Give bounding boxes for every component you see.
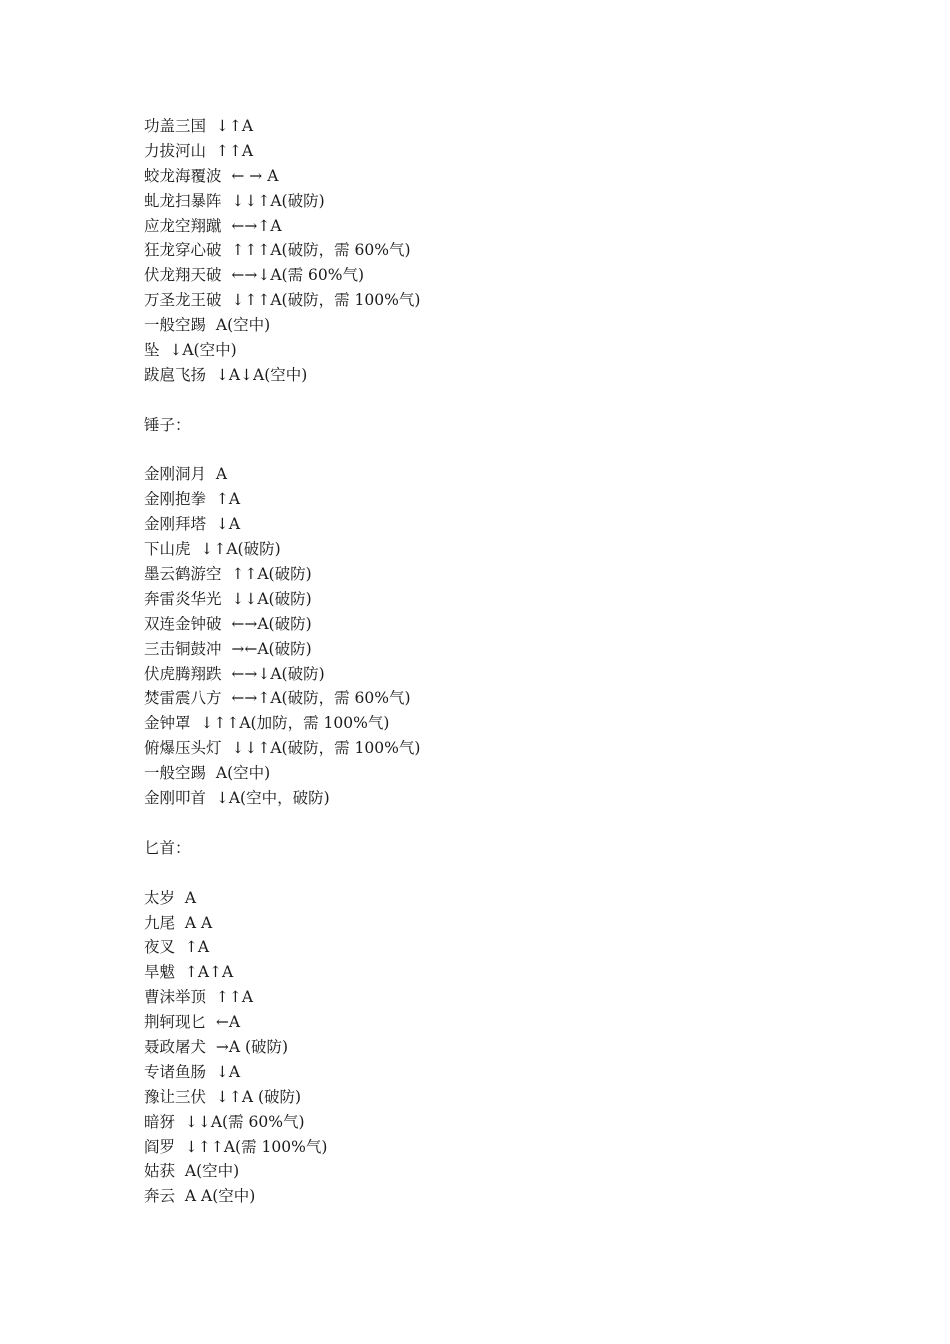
move-line: [144, 1010, 844, 1035]
document-body: [144, 114, 844, 1209]
move-name: 三击铜鼓冲: [144, 639, 222, 658]
move-command: ↓A↓A(空中): [215, 365, 308, 384]
move-line: [144, 164, 844, 189]
move-command: →←A(破防): [231, 639, 312, 658]
move-command: ←A: [215, 1013, 241, 1032]
move-command: ↓↑↑A(需 100%气): [184, 1137, 328, 1156]
move-line: [144, 288, 844, 313]
move-name: 跋扈飞扬: [144, 365, 207, 384]
move-name: 姑获: [144, 1162, 176, 1181]
move-line: [144, 139, 844, 164]
move-name: 奔雷炎华光: [144, 589, 222, 608]
move-line: [144, 1085, 844, 1110]
move-name: 焚雷震八方: [144, 689, 222, 708]
move-command: A A(空中): [184, 1187, 256, 1206]
move-command: ←→↑A(破防，需 60%气): [231, 689, 411, 708]
move-line: [144, 238, 844, 263]
move-line: [144, 214, 844, 239]
move-line: [144, 686, 844, 711]
move-line: [144, 935, 844, 960]
move-line: [144, 462, 844, 487]
move-command: A A: [184, 913, 213, 932]
move-line: [144, 1159, 844, 1184]
move-line: [144, 537, 844, 562]
move-command: ↓↑↑A(破防，需 100%气): [231, 291, 421, 310]
move-name: 力拔河山: [144, 141, 207, 160]
move-line: [144, 587, 844, 612]
move-line: [144, 786, 844, 811]
move-line: [144, 263, 844, 288]
move-command: ↓↑↑A(加防，需 100%气): [200, 714, 390, 733]
move-command: ↓A: [215, 1062, 241, 1081]
move-command: ↓↑A: [215, 117, 254, 135]
move-name: 金刚叩首: [144, 789, 207, 808]
move-name: 一般空踢: [144, 764, 207, 783]
move-name: 九尾: [144, 913, 176, 932]
move-command: ↓↓A(需 60%气): [184, 1112, 305, 1131]
move-command: A(空中): [184, 1162, 240, 1181]
move-line: [144, 1035, 844, 1060]
move-name: 旱魃: [144, 963, 176, 982]
move-command: ↑↑A(破防): [231, 565, 312, 584]
move-line: [144, 1184, 844, 1209]
move-command: ↓A(空中，破防): [215, 789, 330, 808]
move-command: ←→↓A(破防): [231, 664, 325, 683]
move-command: A(空中): [215, 316, 271, 335]
move-line: [144, 1060, 844, 1085]
move-name: 专诸鱼肠: [144, 1062, 207, 1081]
move-command: ↑A↑A: [184, 963, 234, 982]
move-command: ←→↓A(需 60%气): [231, 266, 365, 285]
move-line: [144, 612, 844, 637]
move-line: [144, 911, 844, 936]
move-name: 坠: [144, 341, 160, 360]
move-line: [144, 736, 844, 761]
move-line: [144, 487, 844, 512]
move-command: A: [184, 888, 197, 907]
move-command: ←→↑A: [231, 216, 282, 235]
move-command: ↑↑A: [215, 988, 254, 1007]
move-name: 荆轲现匕: [144, 1013, 207, 1032]
move-command: ↓↓↑A(破防): [231, 191, 325, 210]
move-command: ↓↓A(破防): [231, 589, 312, 608]
blank-line: [144, 811, 844, 836]
move-command: ↑↑A: [215, 141, 254, 160]
move-command: ↓A(空中): [169, 341, 237, 360]
move-name: 豫让三伏: [144, 1087, 207, 1106]
move-name: 功盖三国: [144, 117, 207, 135]
move-name: 阎罗: [144, 1137, 176, 1156]
move-name: 下山虎: [144, 540, 191, 559]
move-name: 伏虎腾翔跌: [144, 664, 222, 683]
move-line: [144, 338, 844, 363]
move-name: 金刚抱拳: [144, 490, 207, 509]
move-command: ↓↑A(破防): [200, 540, 281, 559]
move-list-section-1: [144, 114, 844, 388]
move-command: A: [215, 465, 228, 484]
move-name: 双连金钟破: [144, 614, 222, 633]
move-line: [144, 637, 844, 662]
move-line: [144, 189, 844, 214]
move-line: [144, 886, 844, 911]
move-line: [144, 1135, 844, 1160]
move-command: ↑A: [215, 490, 241, 509]
move-name: 狂龙穿心破: [144, 241, 222, 260]
move-name: 奔云: [144, 1187, 176, 1206]
blank-line: [144, 388, 844, 413]
move-name: 曹沫举顶: [144, 988, 207, 1007]
move-command: ↓↑A (破防): [215, 1087, 302, 1106]
move-command: ← → A: [231, 166, 279, 185]
move-name: 一般空踢: [144, 316, 207, 335]
move-line: [144, 313, 844, 338]
move-line: [144, 512, 844, 537]
move-name: 应龙空翔蹴: [144, 216, 222, 235]
move-list-section-3: [144, 836, 844, 1209]
move-command: ↑↑↑A(破防，需 60%气): [231, 241, 411, 260]
move-name: 蛟龙海覆波: [144, 166, 222, 185]
move-command: ↓↓↑A(破防，需 100%气): [231, 739, 421, 758]
move-line: [144, 114, 844, 139]
move-name: 伏龙翔天破: [144, 266, 222, 285]
move-line: [144, 960, 844, 985]
move-name: 太岁: [144, 888, 176, 907]
blank-line: [144, 438, 844, 463]
move-name: 金刚洞月: [144, 465, 207, 484]
move-name: 墨云鹤游空: [144, 565, 222, 584]
move-name: 万圣龙王破: [144, 291, 222, 310]
move-name: 俯爆压头灯: [144, 739, 222, 758]
move-line: [144, 711, 844, 736]
move-list-section-2: [144, 413, 844, 811]
move-name: 聂政屠犬: [144, 1037, 207, 1056]
move-name: 金钟罩: [144, 714, 191, 733]
move-name: 夜叉: [144, 938, 176, 957]
move-command: ←→A(破防): [231, 614, 312, 633]
move-line: [144, 562, 844, 587]
move-command: A(空中): [215, 764, 271, 783]
section-heading: 匕首：: [144, 838, 191, 857]
move-command: ↓A: [215, 515, 241, 534]
move-name: 虬龙扫暴阵: [144, 191, 222, 210]
move-name: 金刚拜塔: [144, 515, 207, 534]
move-name: 暗犽: [144, 1112, 176, 1131]
move-line: [144, 662, 844, 687]
section-heading: 锤子：: [144, 415, 191, 434]
blank-line: [144, 861, 844, 886]
move-line: [144, 761, 844, 786]
move-line: [144, 1110, 844, 1135]
move-command: ↑A: [184, 938, 210, 957]
move-command: →A (破防): [215, 1037, 289, 1056]
move-line: [144, 985, 844, 1010]
move-line: [144, 363, 844, 388]
